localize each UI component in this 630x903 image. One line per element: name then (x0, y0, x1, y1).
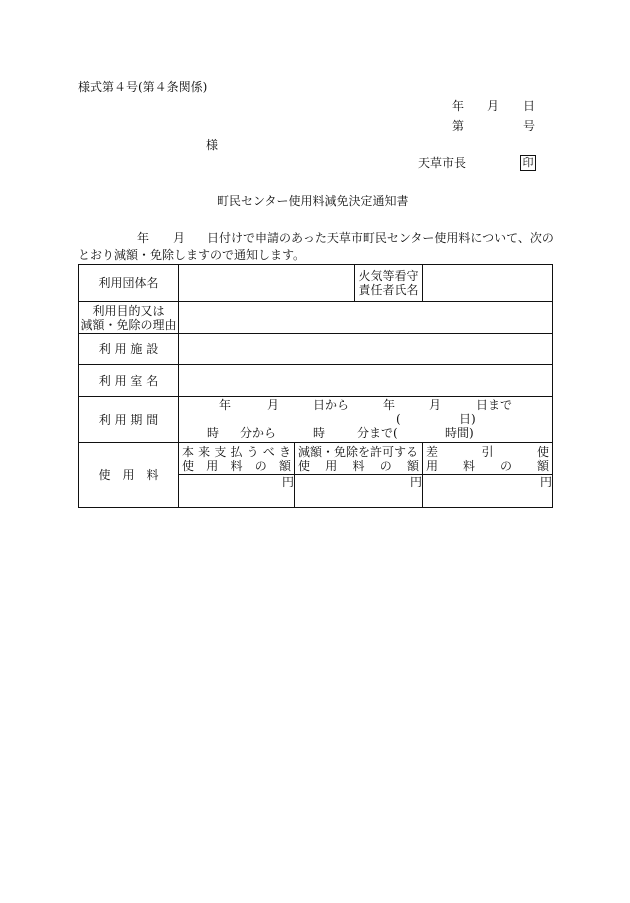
fee-col3-char: の (499, 458, 512, 473)
fee-col2-header-line1: 減額・免除を許可する (298, 444, 419, 459)
fee-col1-char: の (254, 458, 267, 473)
fee-label: 使 用 料 (79, 443, 179, 508)
period-days-open: ( (396, 412, 401, 426)
fire-warden-label (355, 265, 423, 302)
date-year-label: 年 (452, 99, 465, 113)
doc-number-suffix: 号 (523, 119, 536, 133)
row-room (79, 365, 553, 397)
fee-col1-char: 額 (278, 458, 291, 473)
fee-col3-char: 使 (536, 444, 549, 459)
date-month-label: 月 (487, 99, 500, 113)
org-label: 利用団体名 (79, 265, 179, 302)
fee-col3-char: 引 (481, 444, 494, 459)
facility-value-cell[interactable] (179, 334, 553, 365)
fee-col1-char: う (246, 444, 259, 459)
seal-box: 印 (520, 155, 536, 171)
period-end-month: 月 (429, 398, 442, 412)
purpose-label-line1: 利用目的又は (92, 303, 165, 318)
fee-col3-header (423, 443, 553, 475)
period-end-year: 年 (383, 398, 396, 412)
room-label: 利 用 室 名 (79, 365, 179, 397)
fee-col1-header-line2 (179, 459, 294, 473)
row-facility (79, 334, 553, 365)
fee-col1-char: べ (262, 444, 275, 459)
fee-col2-char: 用 (325, 458, 338, 473)
issuer-name: 天草市長 (418, 156, 467, 170)
fee-col3-char: 料 (462, 458, 475, 473)
fee-col1-char: き (278, 444, 291, 459)
fee-col2-char: 使 (298, 458, 311, 473)
addressee-suffix: 様 (206, 138, 219, 152)
fee-col1-char: 本 (182, 444, 195, 459)
row-period (79, 397, 553, 443)
period-hours-close: 時間) (445, 426, 474, 440)
period-start-month: 月 (267, 398, 280, 412)
purpose-value-cell[interactable] (179, 302, 553, 334)
yen-unit: 円 (539, 475, 552, 489)
period-end-hour: 時 (313, 426, 326, 440)
form-number: 様式第４号(第４条関係) (78, 80, 208, 94)
net-fee-cell[interactable] (423, 475, 553, 508)
fee-col2-char: の (379, 458, 392, 473)
fee-col2-char: 額 (406, 458, 419, 473)
fee-col3-char: 差 (426, 444, 439, 459)
period-end-minute: 分まで( (357, 426, 398, 440)
facility-label: 利 用 施 設 (79, 334, 179, 365)
period-start-day: 日から (313, 398, 350, 412)
purpose-label-line2: 減額・免除の理由 (80, 317, 177, 332)
fee-col3-char: 用 (426, 458, 439, 473)
org-value-cell[interactable] (179, 265, 355, 302)
body-month: 月 (173, 231, 186, 245)
fee-col1-header-line1 (179, 445, 294, 459)
fire-warden-value-cell[interactable] (423, 265, 553, 302)
body-line-2: とおり減額・免除しますので通知します。 (78, 248, 306, 262)
application-table (78, 264, 553, 508)
fee-col3-char: 額 (536, 458, 549, 473)
fee-col1-header (179, 443, 295, 475)
period-days-close: 日) (459, 412, 476, 426)
fee-col2-header-line2 (295, 459, 422, 473)
period-value-cell[interactable] (179, 397, 553, 443)
fire-warden-label-line2: 責任者氏名 (358, 283, 419, 297)
fee-col1-char: 払 (230, 444, 243, 459)
body-year: 年 (137, 231, 150, 245)
period-start-hour: 時 (207, 426, 220, 440)
fee-col1-char: 用 (206, 458, 219, 473)
reduced-fee-cell[interactable] (295, 475, 423, 508)
fee-col1-char: 来 (198, 444, 211, 459)
row-purpose (79, 302, 553, 334)
fee-col3-header-line1 (423, 445, 552, 459)
yen-unit: 円 (409, 475, 422, 489)
period-end-day: 日まで (476, 398, 513, 412)
fee-col1-char: 支 (214, 444, 227, 459)
period-start-minute: 分から (240, 426, 277, 440)
fee-col2-header (295, 443, 423, 475)
body-line-1: 日付けで申請のあった天草市町民センター使用料について、次の (207, 231, 554, 245)
fee-col1-char: 料 (230, 458, 243, 473)
fee-col3-header-line2 (423, 459, 552, 473)
period-start-year: 年 (219, 398, 232, 412)
room-value-cell[interactable] (179, 365, 553, 397)
document-title: 町民センター使用料減免決定通知書 (217, 194, 409, 208)
fee-col1-char: 使 (182, 458, 195, 473)
standard-fee-cell[interactable] (179, 475, 295, 508)
row-fee-header (79, 443, 553, 475)
date-day-label: 日 (523, 99, 536, 113)
period-label: 利 用 期 間 (79, 397, 179, 443)
row-organization (79, 265, 553, 302)
yen-unit: 円 (281, 475, 294, 489)
purpose-label (79, 302, 179, 334)
fee-col2-char: 料 (352, 458, 365, 473)
fire-warden-label-line1: 火気等看守 (358, 269, 419, 283)
doc-number-prefix: 第 (452, 119, 465, 133)
